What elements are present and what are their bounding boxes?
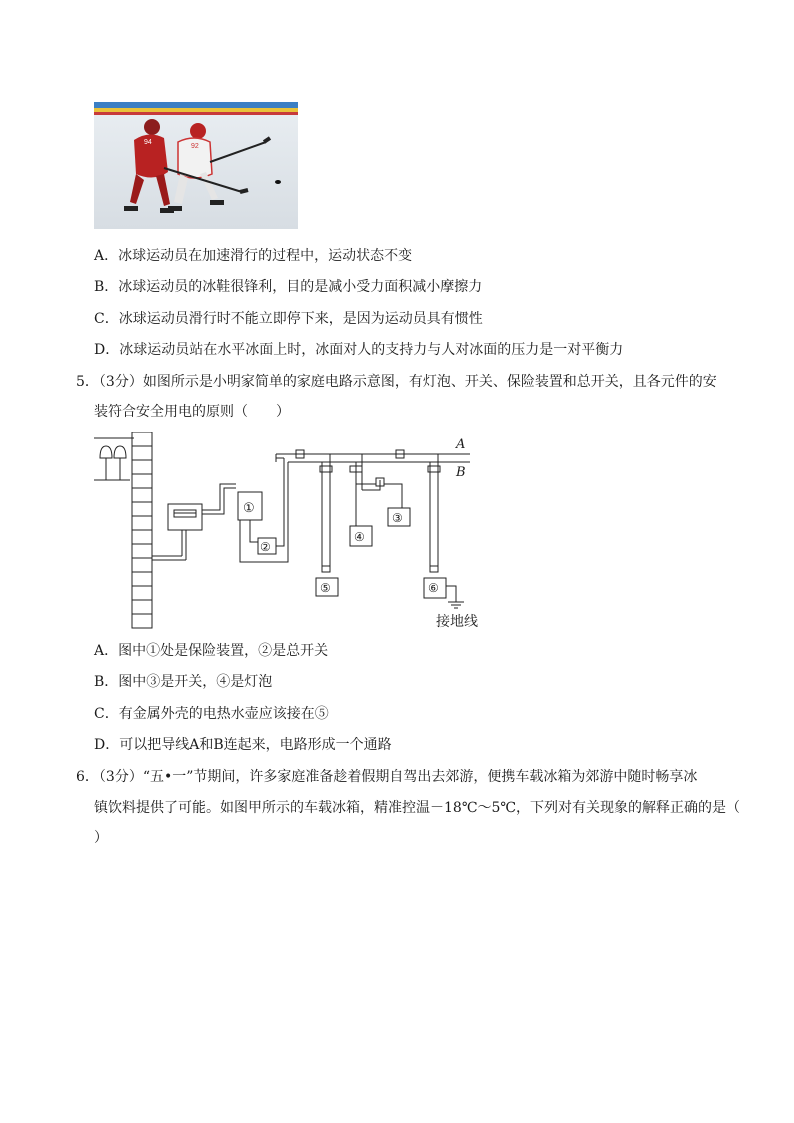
q6-stem-line3: ） <box>94 830 108 846</box>
q5-option-d[interactable]: D．可以把导线A和B连起来，电路形成一个通路 <box>94 737 392 753</box>
component-label-4: ④ <box>354 530 365 544</box>
q4-option-a[interactable]: A．冰球运动员在加速滑行的过程中，运动状态不变 <box>94 248 413 264</box>
component-label-1: ① <box>243 501 255 516</box>
component-label-3: ③ <box>392 511 403 525</box>
q5-option-b[interactable]: B．图中③是开关，④是灯泡 <box>94 674 273 690</box>
q4-option-c[interactable]: C．冰球运动员滑行时不能立即停下来，是因为运动员具有惯性 <box>94 311 483 327</box>
wire-label-a: A <box>456 437 466 452</box>
q6-stem-line2: 镇饮料提供了可能。如图甲所示的车载冰箱，精准控温－18℃～5℃，下列对有关现象的解释正确的是（ <box>94 800 741 816</box>
q6-stem-line1: 6．（3分）“五•一”节期间，许多家庭准备趁着假期自驾出去郊游，便携车载冰箱为郊游中随时畅享冰 <box>76 769 698 785</box>
q4-option-b[interactable]: B．冰球运动员的冰鞋很锋利，目的是减小受力面积减小摩擦力 <box>94 279 483 295</box>
wire-label-b: B <box>456 465 466 480</box>
q5-stem-line1: 5．（3分）如图所示是小明家简单的家庭电路示意图，有灯泡、开关、保险装置和总开关，且各元件的安 <box>76 374 717 390</box>
q5-option-a[interactable]: A．图中①处是保险装置，②是总开关 <box>94 643 329 659</box>
q5-stem-line2: 装符合安全用电的原则（ ） <box>94 404 290 420</box>
component-label-6: ⑥ <box>428 581 439 595</box>
component-label-2: ② <box>260 540 271 554</box>
ice-hockey-photo <box>94 102 298 229</box>
jersey-number-2: 92 <box>191 143 199 150</box>
q5-option-c[interactable]: C．有金属外壳的电热水壶应该接在⑤ <box>94 706 329 722</box>
component-label-5: ⑤ <box>320 581 331 595</box>
ground-wire-label: 接地线 <box>436 614 478 630</box>
household-circuit-diagram <box>90 432 490 632</box>
jersey-number-1: 94 <box>144 139 152 146</box>
q4-option-d[interactable]: D．冰球运动员站在水平冰面上时，冰面对人的支持力与人对冰面的压力是一对平衡力 <box>94 342 624 358</box>
